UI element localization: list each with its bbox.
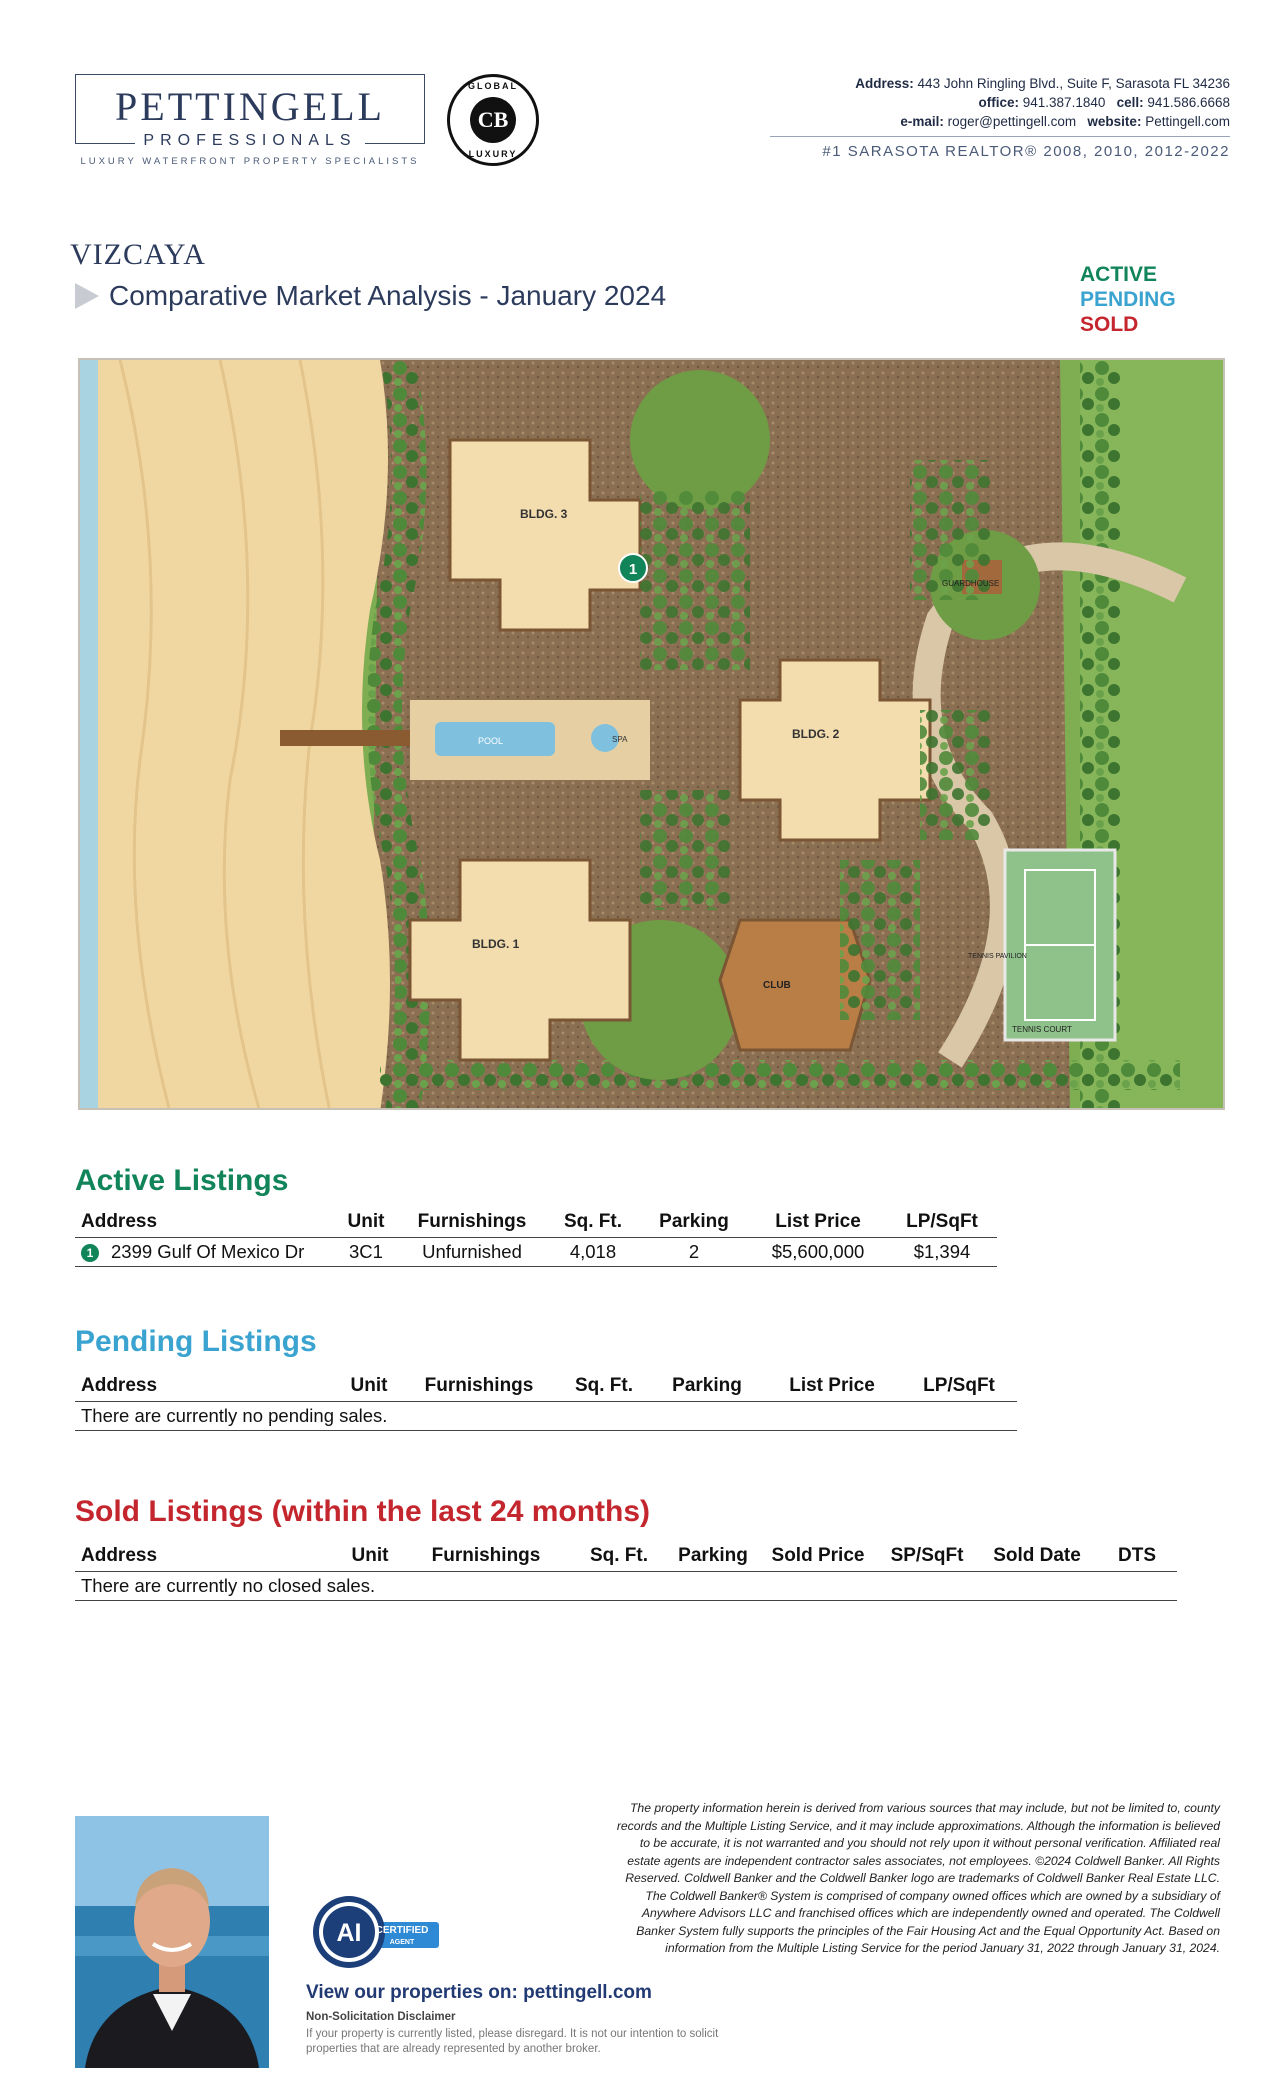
contact-block bbox=[855, 74, 1230, 131]
table-header-row bbox=[75, 1371, 1017, 1402]
table-row bbox=[75, 1402, 1017, 1431]
global-luxury-badge bbox=[447, 74, 539, 166]
table-row[interactable] bbox=[75, 1238, 997, 1267]
legend-pending: PENDING bbox=[1080, 288, 1176, 311]
logo-sub-text: PROFESSIONALS bbox=[76, 132, 424, 150]
legend-sold: SOLD bbox=[1080, 313, 1139, 336]
map-label-bldg1: BLDG. 1 bbox=[472, 937, 520, 951]
email-website-line: e-mail: roger@pettingell.com website: Pettingell.com bbox=[900, 114, 1230, 129]
community-title: VIZCAYA bbox=[70, 238, 206, 271]
ai-badge-certified: CERTIFIED bbox=[375, 1925, 429, 1936]
ai-badge-agent: AGENT bbox=[389, 1939, 415, 1946]
cell-sqft: 4,018 bbox=[547, 1238, 639, 1267]
map-label-spa: SPA bbox=[612, 735, 628, 744]
cell-lp-sqft: $1,394 bbox=[887, 1238, 997, 1267]
col-dts: DTS bbox=[1097, 1541, 1177, 1572]
no-pending-message: There are currently no pending sales. bbox=[75, 1402, 1017, 1431]
cell-unit: 3C1 bbox=[335, 1238, 397, 1267]
map-label-bldg2: BLDG. 2 bbox=[792, 727, 840, 741]
col-furnishings: Furnishings bbox=[397, 1207, 547, 1238]
col-sqft: Sq. Ft. bbox=[557, 1371, 651, 1402]
ai-certified-badge-icon bbox=[312, 1895, 442, 1970]
site-plan-illustration bbox=[80, 360, 1225, 1110]
agent-portrait-image bbox=[75, 1816, 269, 2068]
col-sold-price: Sold Price bbox=[759, 1541, 877, 1572]
listing-marker-1-label: 1 bbox=[628, 561, 638, 578]
col-list-price: List Price bbox=[763, 1371, 901, 1402]
website-link[interactable]: Pettingell.com bbox=[1145, 114, 1230, 129]
map-label-guardhouse: GUARDHOUSE bbox=[942, 579, 1000, 588]
col-parking: Parking bbox=[639, 1207, 749, 1238]
col-address: Address bbox=[75, 1207, 335, 1238]
legend-active: ACTIVE bbox=[1080, 263, 1158, 286]
report-subtitle: Comparative Market Analysis - January 2024 bbox=[109, 280, 667, 311]
status-legend bbox=[1080, 262, 1176, 337]
sold-listings-title: Sold Listings (within the last 24 months) bbox=[75, 1495, 651, 1528]
cell-address: 1 2399 Gulf Of Mexico Dr bbox=[75, 1238, 335, 1267]
play-arrow-icon bbox=[75, 283, 99, 309]
pending-listings-table bbox=[75, 1371, 1017, 1431]
address-line: Address: 443 John Ringling Blvd., Suite F, Sarasota FL 34236 bbox=[855, 76, 1230, 91]
company-logo bbox=[75, 74, 425, 149]
cb-logo-icon: CB bbox=[470, 97, 516, 143]
table-header-row bbox=[75, 1541, 1177, 1572]
no-sold-message: There are currently no closed sales. bbox=[75, 1572, 1177, 1601]
sold-listings-table bbox=[75, 1541, 1177, 1601]
office-phone[interactable]: 941.387.1840 bbox=[1022, 95, 1106, 110]
logo-tagline: LUXURY WATERFRONT PROPERTY SPECIALISTS bbox=[80, 156, 420, 167]
col-list-price: List Price bbox=[749, 1207, 887, 1238]
pending-listings-title: Pending Listings bbox=[75, 1325, 317, 1358]
site-plan-map bbox=[78, 358, 1225, 1110]
col-unit: Unit bbox=[335, 1207, 397, 1238]
email-link[interactable]: roger@pettingell.com bbox=[947, 114, 1077, 129]
badge-bottom-text: LUXURY bbox=[468, 149, 518, 159]
cell-parking: 2 bbox=[639, 1238, 749, 1267]
active-listings-table bbox=[75, 1207, 997, 1267]
legal-disclaimer: The property information herein is derived from various sources that may include, but not be limited to, county records and the Multiple Listing Service, and it may include approximations. Although the information is believed to be accurate, it is not warranted and you should not rely upon it without personal verification. Affiliated real estate agents are independent contractor sales associates, not employees. ©2024 Coldwell Banker. All Rights Reserved. Coldwell Banker and the Coldwell Banker logo are trademarks of Coldwell Banker Real Estate LLC. The Coldwell Banker® System is comprised of company owned offices which are owned by a subsidiary of Anywhere Advisors LLC and franchised offices which are independently owned and operated. The Coldwell Banker System fully supports the principles of the Fair Housing Act and the Equal Opportunity Act. Based on information from the Multiple Listing Service for the period January 31, 2022 through January 31, 2024. bbox=[616, 1801, 1220, 1955]
col-address: Address bbox=[75, 1541, 339, 1572]
map-label-club: CLUB bbox=[763, 980, 791, 991]
map-label-tennis-court: TENNIS COURT bbox=[1012, 1025, 1072, 1034]
col-sqft: Sq. Ft. bbox=[547, 1207, 639, 1238]
map-label-tennis-pavilion: TENNIS PAVILION bbox=[968, 953, 1027, 960]
active-listings-title: Active Listings bbox=[75, 1164, 289, 1197]
non-solicitation-title: Non-Solicitation Disclaimer bbox=[306, 2011, 456, 2023]
col-parking: Parking bbox=[667, 1541, 759, 1572]
cell-list-price: $5,600,000 bbox=[749, 1238, 887, 1267]
non-solicitation-text: If your property is currently listed, please disregard. It is not our intention to solicit properties that are already represented by another broker. bbox=[306, 2028, 719, 2055]
agent-photo bbox=[75, 1816, 269, 2068]
col-unit: Unit bbox=[337, 1371, 401, 1402]
view-properties-link[interactable]: View our properties on: pettingell.com bbox=[306, 1982, 652, 2003]
col-sp-sqft: SP/SqFt bbox=[877, 1541, 977, 1572]
col-lp-sqft: LP/SqFt bbox=[887, 1207, 997, 1238]
map-label-pool: POOL bbox=[478, 736, 504, 746]
table-row bbox=[75, 1572, 1177, 1601]
logo-main-text: PETTINGELL bbox=[115, 84, 385, 129]
cell-phone[interactable]: 941.586.6668 bbox=[1147, 95, 1230, 110]
map-label-bldg3: BLDG. 3 bbox=[520, 507, 568, 521]
col-address: Address bbox=[75, 1371, 337, 1402]
phone-line: office: 941.387.1840 cell: 941.586.6668 bbox=[978, 95, 1230, 110]
ai-certified-agent-badge bbox=[312, 1895, 442, 1970]
col-unit: Unit bbox=[339, 1541, 401, 1572]
col-sqft: Sq. Ft. bbox=[571, 1541, 667, 1572]
col-sold-date: Sold Date bbox=[977, 1541, 1097, 1572]
col-parking: Parking bbox=[651, 1371, 763, 1402]
ai-badge-text: AI bbox=[336, 1919, 362, 1947]
table-header-row bbox=[75, 1207, 997, 1238]
contact-divider bbox=[770, 136, 1230, 137]
subtitle-row bbox=[75, 280, 666, 312]
col-lp-sqft: LP/SqFt bbox=[901, 1371, 1017, 1402]
cell-furnishings: Unfurnished bbox=[397, 1238, 547, 1267]
realtor-award-line: #1 SARASOTA REALTOR® 2008, 2010, 2012-2022 bbox=[822, 143, 1230, 160]
listing-marker-icon: 1 bbox=[81, 1244, 99, 1262]
badge-top-text: GLOBAL bbox=[468, 81, 518, 91]
col-furnishings: Furnishings bbox=[401, 1371, 557, 1402]
col-furnishings: Furnishings bbox=[401, 1541, 571, 1572]
